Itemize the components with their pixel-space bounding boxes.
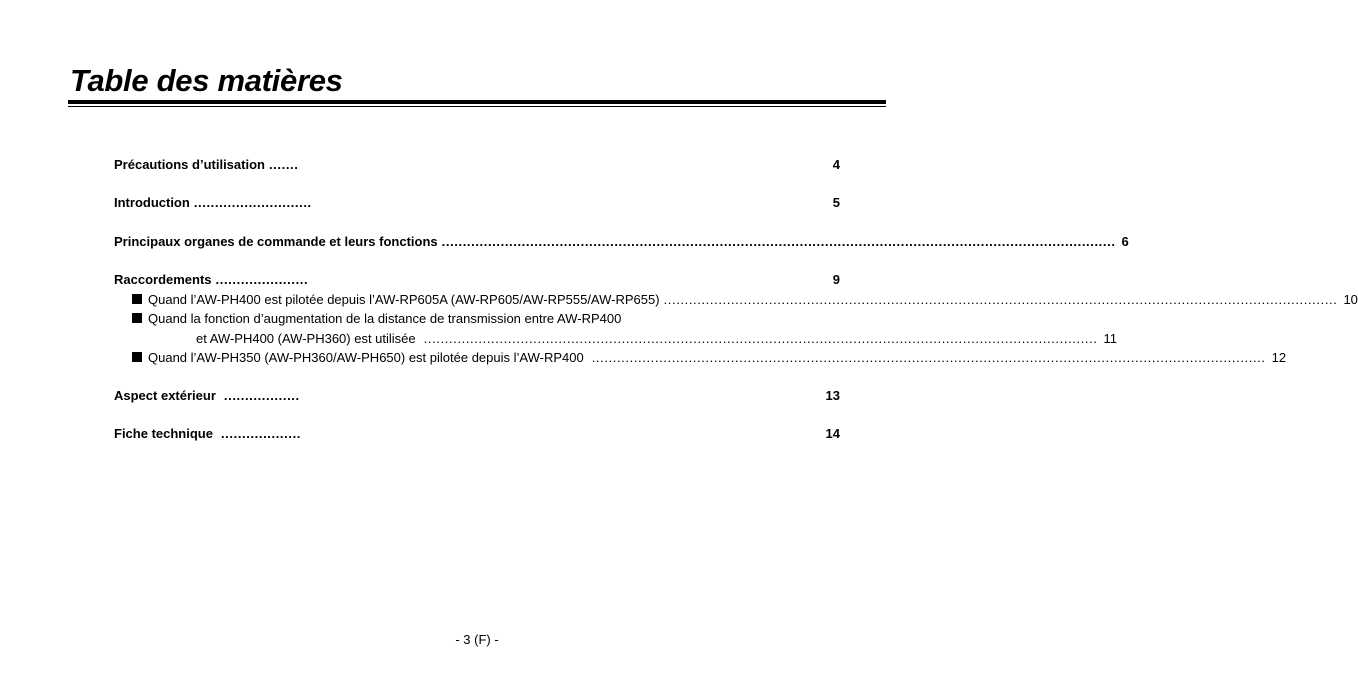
toc-page-number: 10 — [1343, 292, 1358, 307]
toc-label: Précautions d’utilisation — [114, 157, 265, 172]
toc-label: Quand l’AW-PH350 (AW-PH360/AW-PH650) est pilotée depuis l’AW-RP400 — [148, 350, 584, 365]
toc-page-number: 11 — [1103, 331, 1118, 346]
square-bullet-icon — [132, 352, 142, 362]
toc-subentry-distance-continued[interactable] — [196, 331, 1118, 347]
title-rule-thick — [68, 100, 886, 104]
square-bullet-icon — [132, 313, 142, 323]
toc-page-number: 4 — [832, 157, 840, 172]
page-number-footer: - 3 (F) - — [455, 632, 499, 647]
toc-page-number: 14 — [825, 426, 840, 441]
toc-subentry-ph350[interactable] — [132, 350, 1287, 366]
toc-leader: ................... — [220, 426, 301, 441]
toc-leader: ................................................................................................................................................................ — [423, 331, 1098, 346]
toc-leader: ....... — [268, 157, 299, 172]
toc-leader: ................................................................................................................................................................ — [591, 350, 1266, 365]
toc-label: Quand l’AW-PH400 est pilotée depuis l’AW-RP605A (AW-RP605/AW-RP555/AW-RP655) — [148, 292, 660, 307]
toc-label: Quand la fonction d’augmentation de la distance de transmission entre AW-RP400 — [148, 311, 622, 326]
title-rule-thin — [68, 106, 886, 107]
toc-leader: ................................................................................................................................................................ — [441, 234, 1116, 249]
toc-subentry-distance[interactable] — [132, 311, 840, 327]
toc-leader: ................................................................................................................................................................ — [663, 292, 1338, 307]
toc-page-number: 13 — [825, 388, 840, 403]
toc-label: Raccordements — [114, 272, 212, 287]
toc-label: Principaux organes de commande et leurs fonctions — [114, 234, 438, 249]
toc-entry-raccordements[interactable] — [114, 272, 840, 288]
toc-entry-introduction[interactable] — [114, 195, 840, 211]
toc-entry-precautions[interactable] — [114, 157, 840, 173]
toc-entry-principaux[interactable] — [114, 234, 1129, 250]
toc-leader: .................. — [223, 388, 300, 403]
toc-label: Fiche technique — [114, 426, 213, 441]
square-bullet-icon — [132, 294, 142, 304]
toc-leader: ............................ — [193, 195, 312, 210]
toc-label: Aspect extérieur — [114, 388, 216, 403]
page-title: Table des matières — [70, 63, 343, 98]
toc-entry-aspect[interactable] — [114, 388, 840, 404]
toc-page-number: 5 — [832, 195, 840, 210]
toc-label: et AW-PH400 (AW-PH360) est utilisée — [196, 331, 416, 346]
toc-label: Introduction — [114, 195, 190, 210]
toc-leader: ...................... — [215, 272, 309, 287]
toc-subentry-rp605a[interactable] — [132, 292, 1358, 308]
toc-page-number: 6 — [1121, 234, 1129, 249]
toc-entry-fiche[interactable] — [114, 426, 840, 442]
toc-page-number: 12 — [1271, 350, 1287, 365]
toc-page-number: 9 — [832, 272, 840, 287]
